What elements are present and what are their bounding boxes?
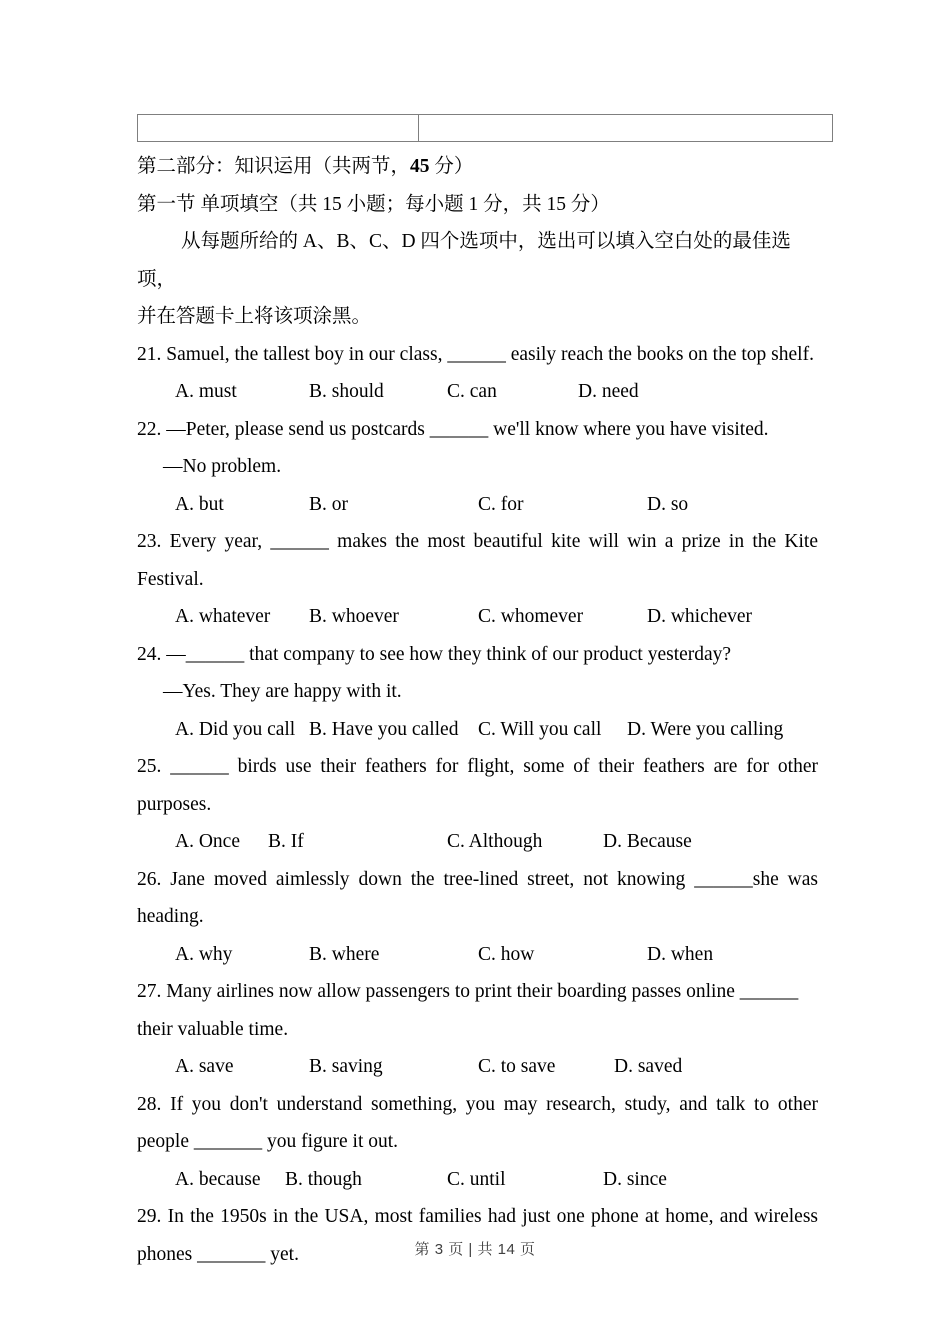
option-22-d[interactable]: D. so xyxy=(647,493,689,515)
part-heading xyxy=(137,148,818,186)
option-24-d[interactable]: D. Were you calling xyxy=(627,718,784,740)
part-heading-text: 第二部分：知识运用（共两节， xyxy=(137,156,411,177)
option-26-b[interactable]: B. where xyxy=(309,943,380,965)
question-options-24 xyxy=(137,711,818,749)
subsection-heading: 第一节 单项填空（共 15 小题；每小题 1 分，共 15 分） xyxy=(137,193,610,215)
option-23-c[interactable]: C. whomever xyxy=(478,606,584,627)
option-21-a[interactable]: A. must xyxy=(175,381,237,402)
option-22-a[interactable]: A. but xyxy=(175,493,224,515)
question-stem-26: 26. Jane moved aimlessly down the tree-lined street, not knowing ______she was heading. xyxy=(137,868,818,927)
question-options-21 xyxy=(137,373,818,411)
question-stem-22: 22. —Peter, please send us postcards ______ we'll know where you have visited. xyxy=(137,418,769,440)
option-28-d[interactable]: D. since xyxy=(603,1168,667,1190)
question-options-22 xyxy=(137,486,818,524)
page-footer: 第 3 页 | 共 14 页 xyxy=(414,1241,536,1258)
instruction-line-1: 从每题所给的 A、B、C、D 四个选项中，选出可以填入空白处的最佳选项， xyxy=(137,231,791,290)
option-23-b[interactable]: B. whoever xyxy=(309,606,399,627)
option-25-c[interactable]: C. Although xyxy=(447,831,543,852)
option-24-b[interactable]: B. Have you called xyxy=(309,718,459,740)
part-score: 45 xyxy=(410,156,430,177)
option-27-a[interactable]: A. save xyxy=(175,1056,234,1077)
option-25-b[interactable]: B. If xyxy=(268,831,304,852)
document-page xyxy=(137,0,818,1344)
instruction-line-2: 并在答题卡上将该项涂黑。 xyxy=(137,306,372,327)
option-27-d[interactable]: D. saved xyxy=(614,1056,683,1077)
option-22-c[interactable]: C. for xyxy=(478,493,524,515)
question-stem-24-reply: —Yes. They are happy with it. xyxy=(163,681,402,702)
question-options-26 xyxy=(137,936,818,974)
option-25-a[interactable]: A. Once xyxy=(175,831,240,852)
question-options-28 xyxy=(137,1161,818,1199)
document-content xyxy=(137,148,818,1273)
question-options-25 xyxy=(137,823,818,861)
option-21-c[interactable]: C. can xyxy=(447,381,497,402)
question-options-27 xyxy=(137,1048,818,1086)
question-stem-28: 28. If you don't understand something, you may research, study, and talk to other people _______ you figure it out. xyxy=(137,1093,818,1152)
table-row xyxy=(138,115,833,142)
option-28-c[interactable]: C. until xyxy=(447,1168,506,1190)
option-28-a[interactable]: A. because xyxy=(175,1168,261,1190)
question-options-23 xyxy=(137,598,818,636)
header-table-cell-left xyxy=(138,115,419,142)
question-stem-29: 29. In the 1950s in the USA, most families had just one phone at home, and wireless phones _______ yet. xyxy=(137,1206,818,1265)
header-table-cell-right xyxy=(419,115,833,142)
question-stem-22-reply: —No problem. xyxy=(163,456,282,477)
option-23-a[interactable]: A. whatever xyxy=(175,606,271,627)
question-stem-23: 23. Every year, ______ makes the most beautiful kite will win a prize in the Kite Festival. xyxy=(137,531,818,590)
question-stem-24: 24. —______ that company to see how they think of our product yesterday? xyxy=(137,643,732,665)
option-23-d[interactable]: D. whichever xyxy=(647,606,753,627)
option-21-b[interactable]: B. should xyxy=(309,381,384,402)
question-stem-27: 27. Many airlines now allow passengers to print their boarding passes online ______ their valuable time. xyxy=(137,981,799,1040)
option-26-c[interactable]: C. how xyxy=(478,943,535,965)
option-27-c[interactable]: C. to save xyxy=(478,1056,556,1077)
option-27-b[interactable]: B. saving xyxy=(309,1056,383,1077)
option-21-d[interactable]: D. need xyxy=(578,381,639,402)
option-24-c[interactable]: C. Will you call xyxy=(478,718,602,740)
option-24-a[interactable]: A. Did you call xyxy=(175,718,296,740)
option-22-b[interactable]: B. or xyxy=(309,493,348,515)
question-stem-21: 21. Samuel, the tallest boy in our class, ______ easily reach the books on the top shelf. xyxy=(137,343,814,365)
option-25-d[interactable]: D. Because xyxy=(603,831,692,852)
option-28-b[interactable]: B. though xyxy=(285,1168,362,1190)
option-26-a[interactable]: A. why xyxy=(175,943,233,965)
option-26-d[interactable]: D. when xyxy=(647,943,714,965)
header-table xyxy=(137,114,833,142)
part-heading-tail: 分） xyxy=(429,156,474,177)
question-stem-25: 25. ______ birds use their feathers for flight, some of their feathers are for other purposes. xyxy=(137,756,818,815)
